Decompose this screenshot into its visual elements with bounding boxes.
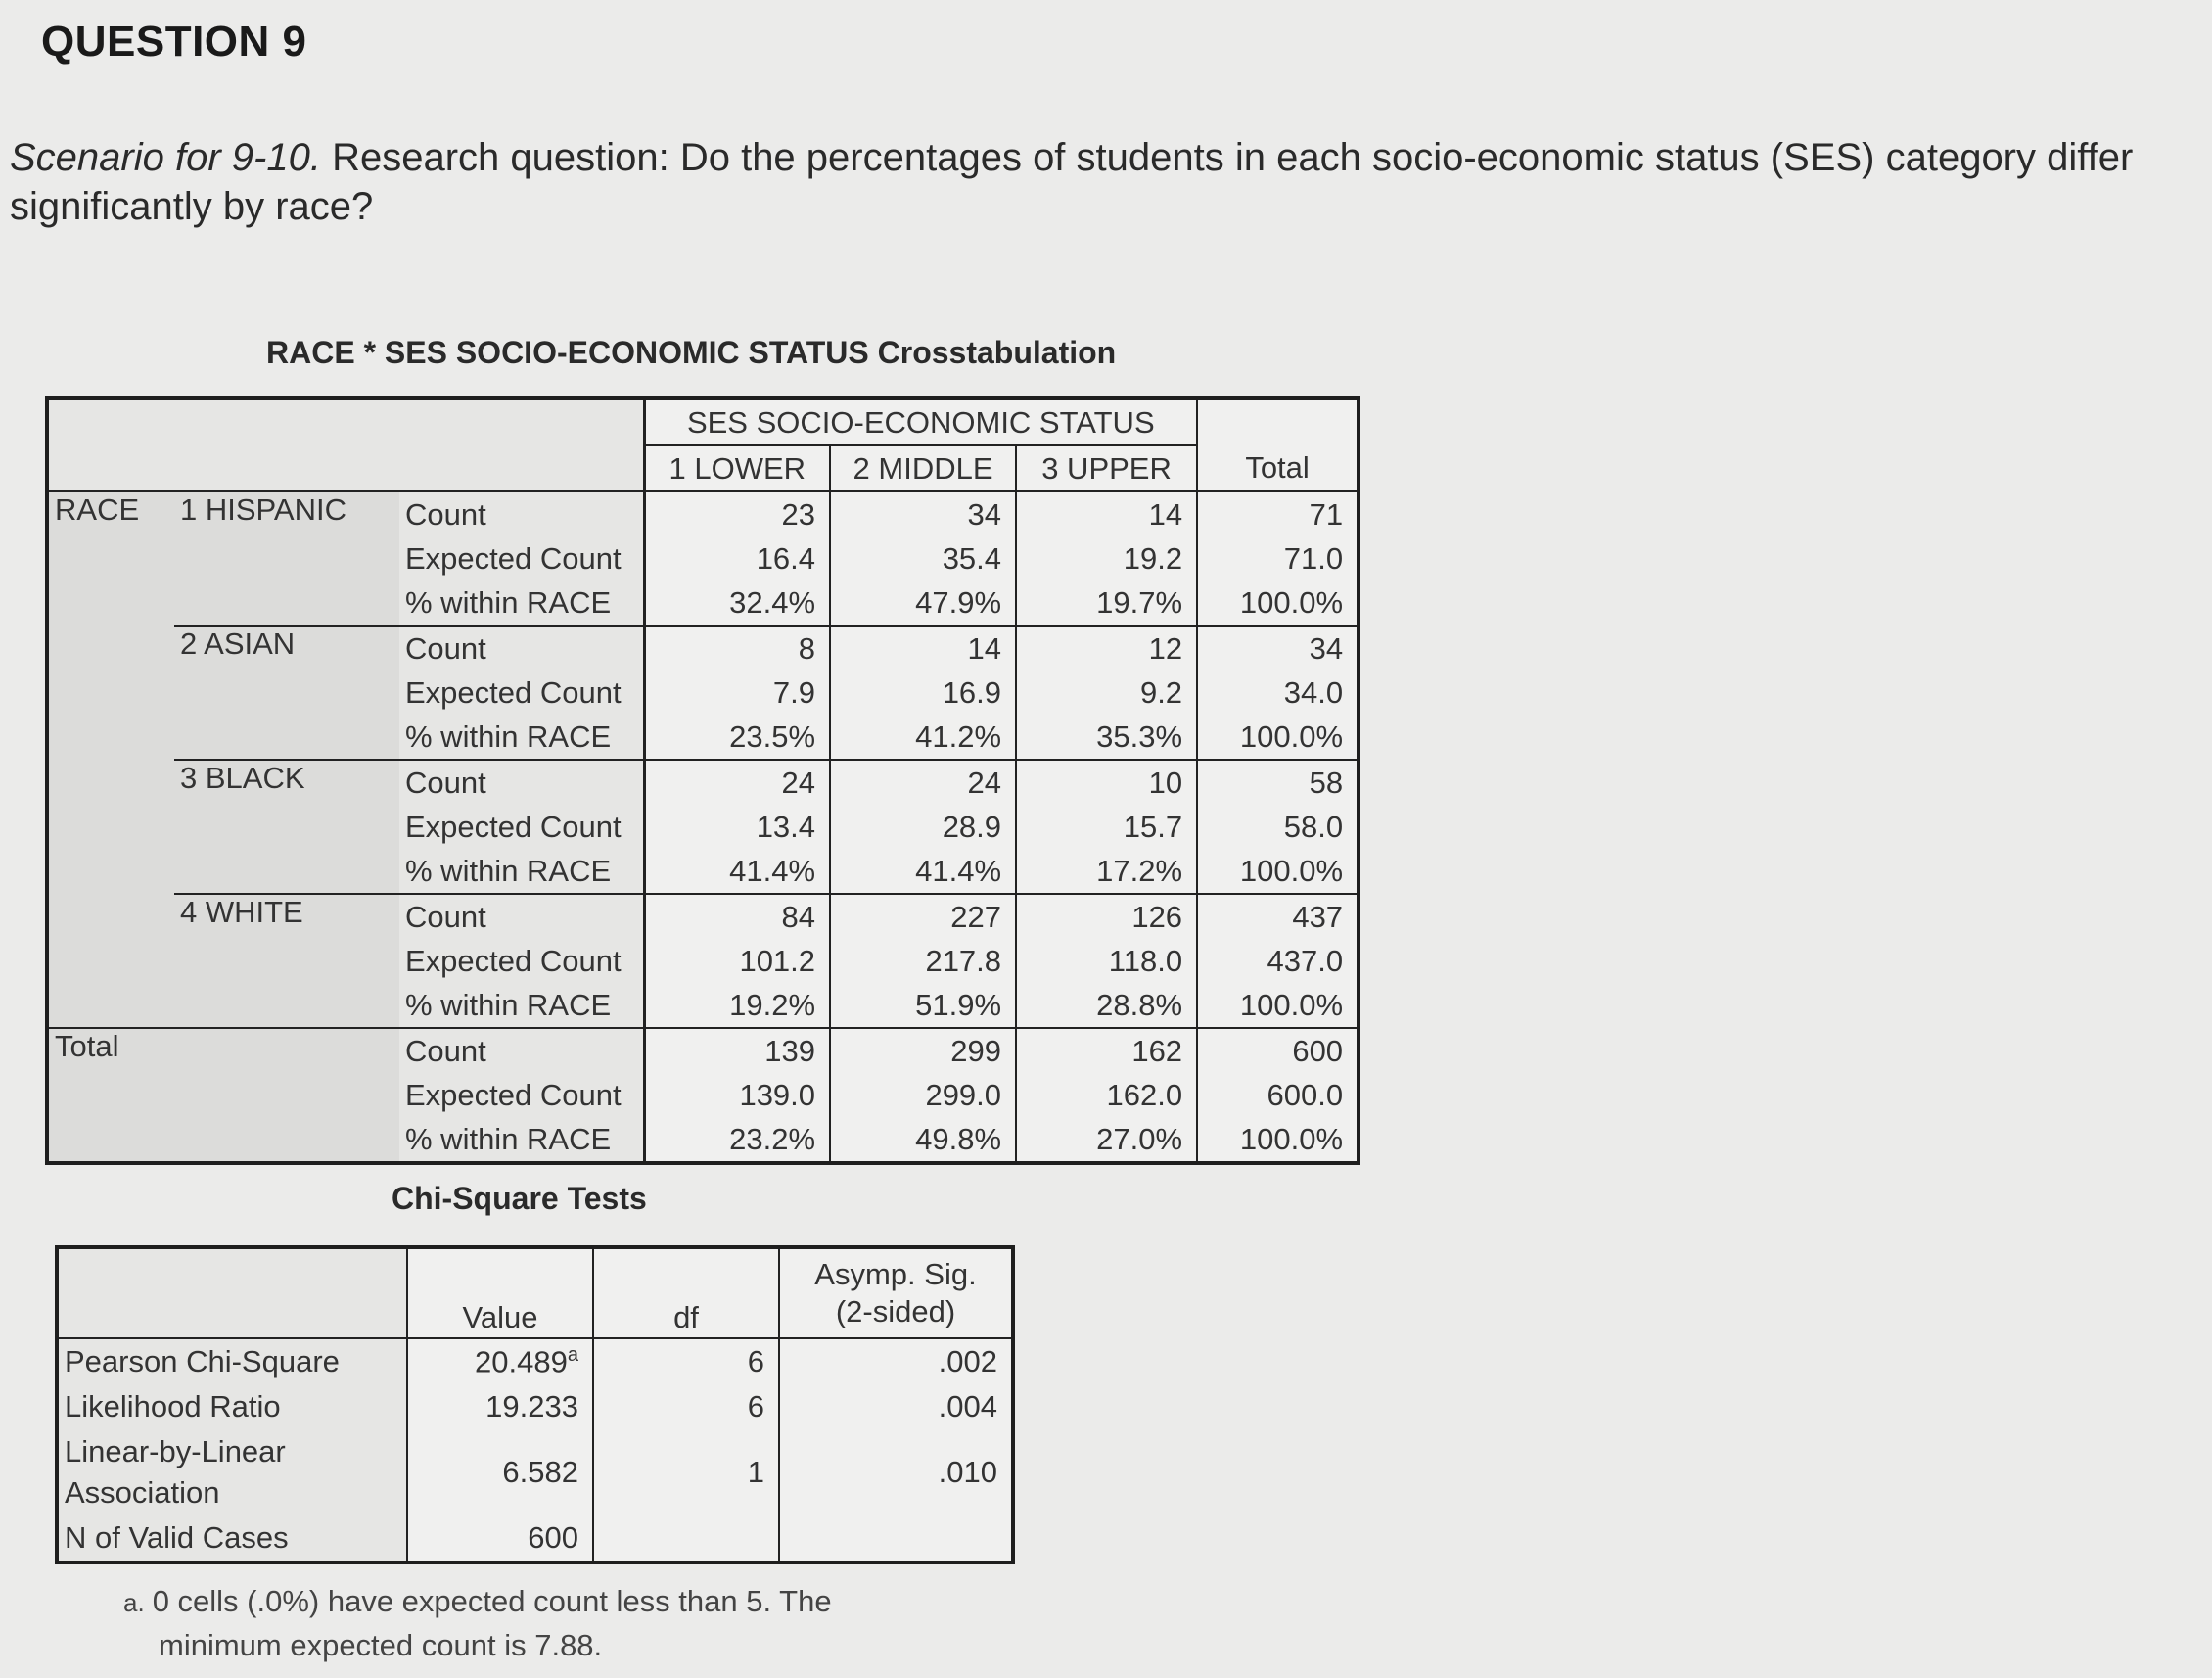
chi-corner (57, 1247, 407, 1338)
cell: 162 (1016, 1028, 1197, 1073)
chi-row-sig (779, 1515, 1013, 1562)
stat-label: % within RACE (399, 983, 644, 1028)
stat-label: Expected Count (399, 805, 644, 849)
stat-label: Expected Count (399, 1073, 644, 1117)
cell: 84 (644, 894, 830, 939)
group-label-black: 3 BLACK (174, 760, 399, 894)
stat-label: % within RACE (399, 849, 644, 894)
chi-row-label (57, 1429, 407, 1515)
crosstab-corner (47, 398, 644, 491)
cell: 41.4% (830, 849, 1016, 894)
chi-square-table (55, 1245, 1015, 1564)
stat-label: % within RACE (399, 715, 644, 760)
footnote-line2: minimum expected count is 7.88. (159, 1628, 603, 1662)
cell: 35.4 (830, 536, 1016, 581)
chi-header-df: df (593, 1247, 779, 1338)
cell: 100.0% (1197, 983, 1359, 1028)
cell: 58.0 (1197, 805, 1359, 849)
chi-row-sig: .002 (779, 1338, 1013, 1384)
crosstab-table (45, 396, 1360, 1165)
cell: 71 (1197, 491, 1359, 536)
cell: 162.0 (1016, 1073, 1197, 1117)
stat-label: Expected Count (399, 939, 644, 983)
cell: 100.0% (1197, 715, 1359, 760)
total-row-label: Total (47, 1028, 399, 1163)
cell: 8 (644, 626, 830, 671)
chi-row-value: 600 (407, 1515, 593, 1562)
cell: 15.7 (1016, 805, 1197, 849)
cell: 49.8% (830, 1117, 1016, 1163)
stat-label: Count (399, 491, 644, 536)
col-header-lower: 1 LOWER (644, 445, 830, 491)
chi-square-footnote (123, 1580, 832, 1667)
cell: 27.0% (1016, 1117, 1197, 1163)
chi-value-number: 20.489 (475, 1344, 568, 1379)
cell: 299 (830, 1028, 1016, 1073)
footnote-letter: a. (123, 1588, 145, 1617)
scenario-text (10, 133, 2192, 231)
cell: 9.2 (1016, 671, 1197, 715)
cell: 71.0 (1197, 536, 1359, 581)
cell: 41.2% (830, 715, 1016, 760)
cell: 126 (1016, 894, 1197, 939)
chi-row-label-line1: Linear-by-Linear (65, 1434, 286, 1468)
col-header-total: Total (1197, 445, 1359, 491)
cell: 16.9 (830, 671, 1016, 715)
crosstab-title: RACE * SES SOCIO-ECONOMIC STATUS Crosstabulation (266, 335, 1117, 370)
cell: 600 (1197, 1028, 1359, 1073)
question-title: QUESTION 9 (41, 18, 307, 66)
cell: 34 (830, 491, 1016, 536)
cell: 24 (644, 760, 830, 805)
cell: 139 (644, 1028, 830, 1073)
chi-row-df: 6 (593, 1384, 779, 1429)
cell: 17.2% (1016, 849, 1197, 894)
cell: 14 (830, 626, 1016, 671)
cell: 24 (830, 760, 1016, 805)
scenario-lead: Scenario for 9-10. (10, 136, 321, 179)
chi-row-value: 6.582 (407, 1429, 593, 1515)
total-header-blank (1197, 398, 1359, 445)
stat-label: Count (399, 626, 644, 671)
stat-label: Expected Count (399, 536, 644, 581)
row-var-label: RACE (47, 491, 174, 1028)
chi-header-value: Value (407, 1247, 593, 1338)
cell: 7.9 (644, 671, 830, 715)
footnote-text1: 0 cells (.0%) have expected count less than 5. The (152, 1584, 832, 1618)
cell: 28.8% (1016, 983, 1197, 1028)
col-header-middle: 2 MIDDLE (830, 445, 1016, 491)
stat-label: Expected Count (399, 671, 644, 715)
footnote-line1 (123, 1580, 832, 1624)
cell: 35.3% (1016, 715, 1197, 760)
cell: 217.8 (830, 939, 1016, 983)
cell: 23.2% (644, 1117, 830, 1163)
cell: 139.0 (644, 1073, 830, 1117)
chi-row-label: N of Valid Cases (57, 1515, 407, 1562)
cell: 23 (644, 491, 830, 536)
ses-group-header: SES SOCIO-ECONOMIC STATUS (644, 398, 1197, 445)
stat-label: % within RACE (399, 581, 644, 626)
cell: 19.7% (1016, 581, 1197, 626)
chi-row-sig: .004 (779, 1384, 1013, 1429)
cell: 58 (1197, 760, 1359, 805)
cell: 19.2% (644, 983, 830, 1028)
cell: 100.0% (1197, 849, 1359, 894)
cell: 100.0% (1197, 1117, 1359, 1163)
chi-square-title: Chi-Square Tests (392, 1181, 647, 1216)
cell: 34 (1197, 626, 1359, 671)
cell: 32.4% (644, 581, 830, 626)
cell: 34.0 (1197, 671, 1359, 715)
group-label-hispanic: 1 HISPANIC (174, 491, 399, 626)
cell: 14 (1016, 491, 1197, 536)
scenario-body: Research question: Do the percentages of students in each socio-economic status (SES) category differ significantly by race? (10, 136, 2134, 228)
cell: 28.9 (830, 805, 1016, 849)
stat-label: Count (399, 1028, 644, 1073)
cell: 100.0% (1197, 581, 1359, 626)
chi-row-value: 19.233 (407, 1384, 593, 1429)
chi-row-df: 6 (593, 1338, 779, 1384)
cell: 41.4% (644, 849, 830, 894)
stat-label: % within RACE (399, 1117, 644, 1163)
cell: 437.0 (1197, 939, 1359, 983)
chi-row-df (593, 1515, 779, 1562)
chi-header-sig-line1: Asymp. Sig. (814, 1257, 977, 1291)
chi-row-df: 1 (593, 1429, 779, 1515)
chi-row-label: Pearson Chi-Square (57, 1338, 407, 1384)
chi-row-label-line2: Association (65, 1475, 220, 1510)
stat-label: Count (399, 760, 644, 805)
cell: 16.4 (644, 536, 830, 581)
cell: 101.2 (644, 939, 830, 983)
cell: 13.4 (644, 805, 830, 849)
cell: 299.0 (830, 1073, 1016, 1117)
cell: 12 (1016, 626, 1197, 671)
chi-value-footnote-mark: a (567, 1343, 578, 1366)
group-label-asian: 2 ASIAN (174, 626, 399, 760)
cell: 47.9% (830, 581, 1016, 626)
cell: 51.9% (830, 983, 1016, 1028)
group-label-white: 4 WHITE (174, 894, 399, 1028)
cell: 19.2 (1016, 536, 1197, 581)
chi-row-value (407, 1338, 593, 1384)
cell: 23.5% (644, 715, 830, 760)
cell: 600.0 (1197, 1073, 1359, 1117)
chi-row-sig: .010 (779, 1429, 1013, 1515)
stat-label: Count (399, 894, 644, 939)
chi-header-sig-line2: (2-sided) (835, 1294, 956, 1328)
chi-row-label: Likelihood Ratio (57, 1384, 407, 1429)
cell: 10 (1016, 760, 1197, 805)
cell: 118.0 (1016, 939, 1197, 983)
chi-header-sig (779, 1247, 1013, 1338)
cell: 437 (1197, 894, 1359, 939)
cell: 227 (830, 894, 1016, 939)
col-header-upper: 3 UPPER (1016, 445, 1197, 491)
